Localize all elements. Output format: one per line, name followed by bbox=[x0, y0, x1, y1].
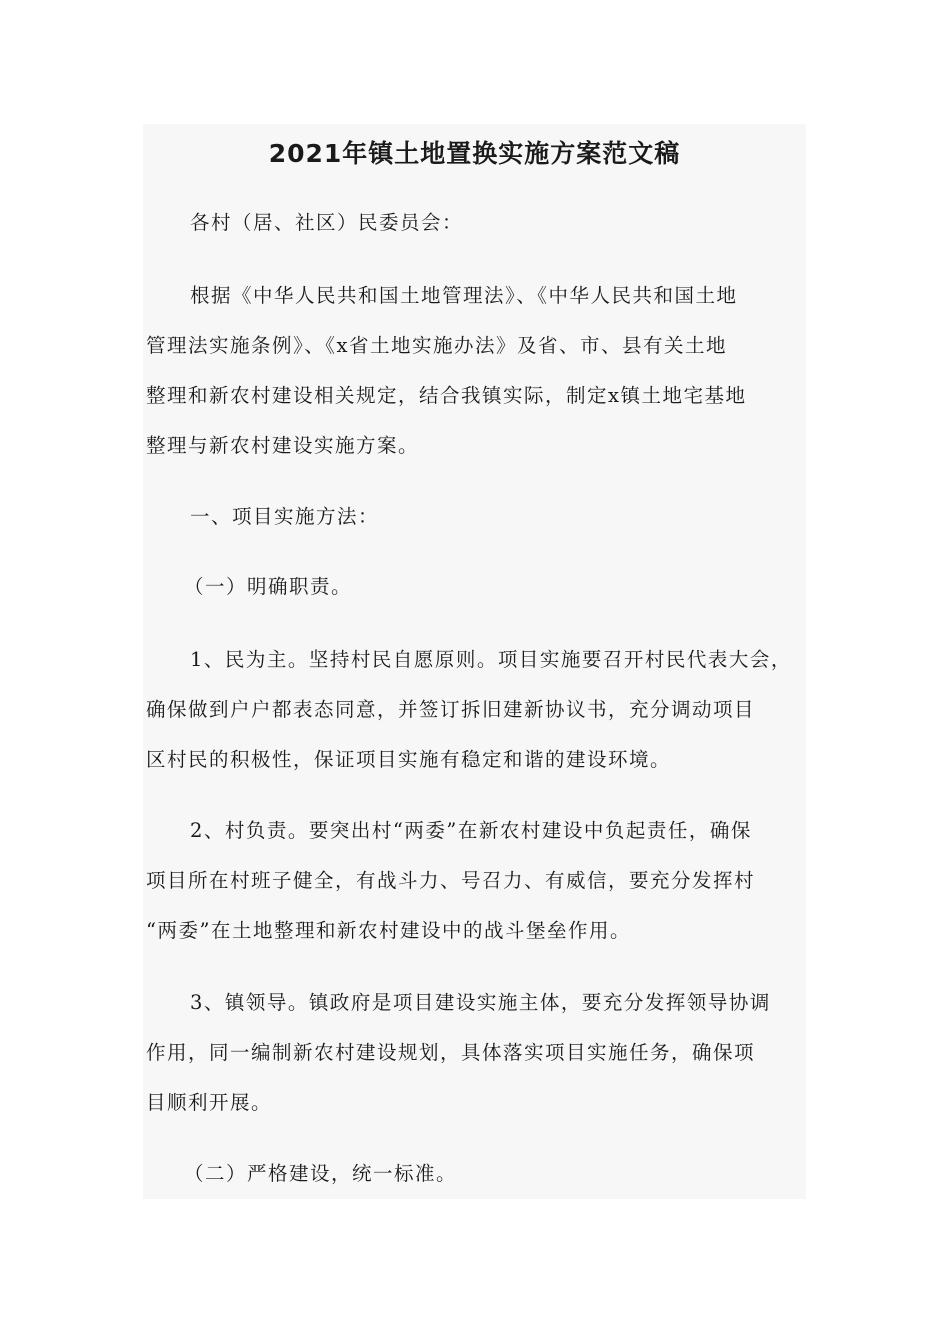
subsection-heading-text: （二）严格建设，统一标准。 bbox=[184, 1162, 458, 1185]
section-heading-text: 一、项目实施方法： bbox=[190, 505, 380, 528]
intro-line: 根据《中华人民共和国土地管理法》、《中华人民共和国土地 bbox=[190, 284, 738, 307]
intro-line: 整理和新农村建设相关规定，结合我镇实际，制定x镇土地宅基地 bbox=[146, 384, 747, 407]
item-paragraph bbox=[146, 635, 806, 785]
salutation bbox=[146, 198, 806, 248]
subsection-heading bbox=[146, 1149, 806, 1199]
item-line: 3、镇领导。镇政府是项目建设实施主体，要充分发挥领导协调 bbox=[190, 991, 771, 1014]
subsection-heading bbox=[146, 562, 806, 612]
item-line: “两委”在土地整理和新农村建设中的战斗堡垒作用。 bbox=[146, 919, 631, 942]
item-line: 确保做到户户都表态同意，并签订拆旧建新协议书，充分调动项目 bbox=[146, 698, 756, 721]
intro-paragraph bbox=[146, 271, 806, 471]
item-line: 2、村负责。要突出村“两委”在新农村建设中负起责任，确保 bbox=[190, 819, 752, 842]
salutation-text: 各村（居、社区）民委员会： bbox=[190, 211, 464, 234]
item-line: 目顺利开展。 bbox=[146, 1091, 273, 1114]
subsection-heading-text: （一）明确职责。 bbox=[184, 575, 353, 598]
document-title: 2021年镇土地置换实施方案范文稿 bbox=[268, 139, 681, 168]
intro-line: 管理法实施条例》、《x省土地实施办法》及省、市、县有关土地 bbox=[146, 334, 727, 357]
item-paragraph bbox=[146, 806, 806, 956]
section-heading bbox=[146, 492, 806, 542]
item-line: 区村民的积极性，保证项目实施有稳定和谐的建设环境。 bbox=[146, 748, 672, 771]
item-line: 1、民为主。坚持村民自愿原则。项目实施要召开村民代表大会， bbox=[190, 648, 792, 671]
item-paragraph bbox=[146, 978, 806, 1128]
intro-line: 整理与新农村建设实施方案。 bbox=[146, 434, 420, 457]
item-line: 项目所在村班子健全，有战斗力、号召力、有威信，要充分发挥村 bbox=[146, 869, 756, 892]
item-line: 作用，同一编制新农村建设规划，具体落实项目实施任务，确保项 bbox=[146, 1041, 756, 1064]
